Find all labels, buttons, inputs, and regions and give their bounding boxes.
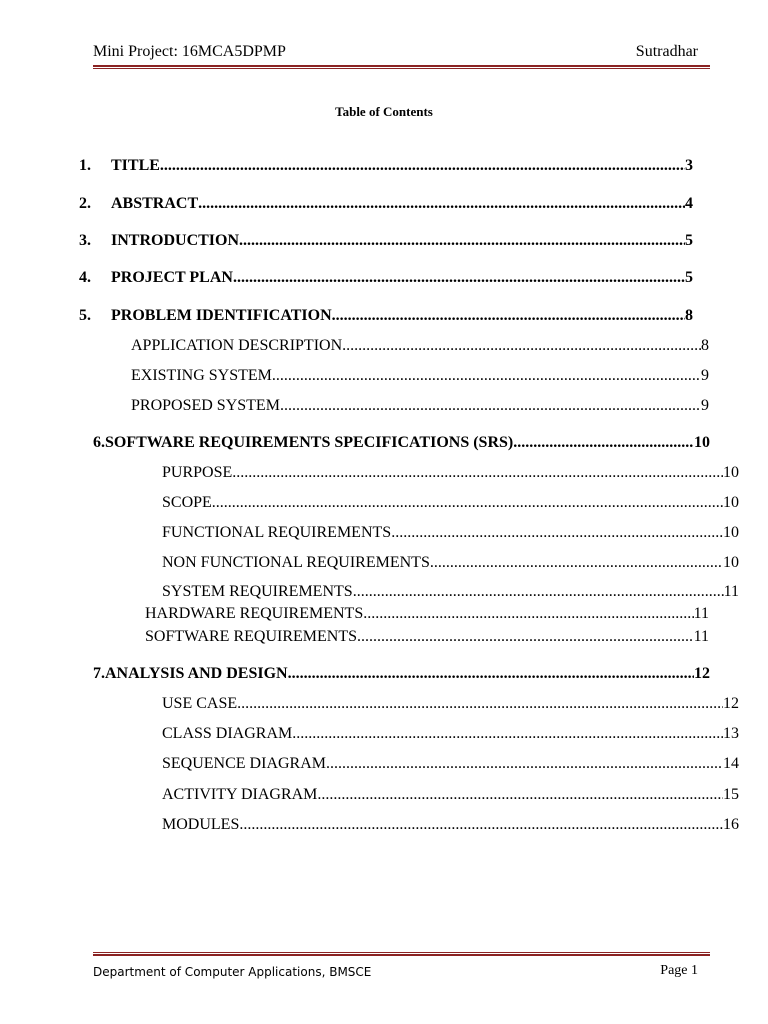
toc-entry-page: 9	[701, 397, 709, 414]
toc-subentry-class-diagram	[162, 725, 739, 747]
toc-entry-page: 4	[685, 195, 693, 212]
toc-entry-label: 6.SOFTWARE REQUIREMENTS SPECIFICATIONS (SRS)	[93, 434, 514, 451]
dot-leader	[237, 695, 723, 713]
dot-leader	[513, 434, 694, 452]
dot-leader	[198, 195, 685, 213]
toc-entry-label: ACTIVITY DIAGRAM	[162, 786, 318, 803]
dot-leader	[233, 269, 685, 287]
dot-leader	[239, 232, 685, 250]
footer-rule	[93, 954, 710, 956]
dot-leader	[342, 337, 701, 355]
toc-entry-page: 12	[723, 695, 739, 712]
toc-entry-number: 5.	[79, 307, 91, 324]
toc-subentry-hardware-requirements	[145, 605, 709, 627]
toc-entry-number: 1.	[79, 157, 91, 174]
toc-entry-project-plan	[79, 269, 693, 291]
toc-entry-label: SEQUENCE DIAGRAM	[162, 755, 326, 772]
dot-leader	[357, 628, 694, 646]
toc-subentry-software-requirements	[145, 628, 709, 650]
dot-leader	[160, 157, 685, 175]
toc-entry-page: 10	[723, 494, 739, 511]
toc-entry-page: 8	[685, 307, 693, 324]
toc-subentry-system-requirements	[162, 583, 739, 605]
toc-entry-label: HARDWARE REQUIREMENTS	[145, 605, 364, 622]
toc-subentry-scope	[162, 494, 739, 516]
dot-leader	[292, 725, 723, 743]
header-author: Sutradhar	[635, 43, 698, 60]
toc-entry-title	[79, 157, 693, 179]
toc-entry-label: TITLE	[111, 157, 160, 174]
toc-entry-page: 3	[685, 157, 693, 174]
toc-entry-number: 4.	[79, 269, 91, 286]
toc-entry-abstract	[79, 195, 693, 217]
toc-entry-label: PROBLEM IDENTIFICATION	[111, 307, 332, 324]
toc-entry-page: 15	[723, 786, 739, 803]
toc-entry-page: 10	[723, 554, 739, 571]
footer-department: Department of Computer Applications, BMSCE	[93, 965, 372, 979]
footer-page-number: Page 1	[660, 963, 698, 978]
dot-leader	[430, 554, 723, 572]
toc-entry-label: ABSTRACT	[111, 195, 199, 212]
toc-entry-page: 11	[693, 628, 709, 645]
toc-entry-page: 9	[701, 367, 709, 384]
toc-entry-page: 12	[694, 665, 710, 682]
footer-rule-thin	[93, 952, 710, 953]
toc-entry-problem-identification	[79, 307, 693, 329]
dot-leader	[212, 494, 723, 512]
dot-leader	[272, 367, 701, 385]
toc-entry-page: 14	[723, 755, 739, 772]
toc-entry-label: NON FUNCTIONAL REQUIREMENTS	[162, 554, 430, 571]
toc-entry-label: SYSTEM REQUIREMENTS	[162, 583, 353, 600]
dot-leader	[326, 755, 723, 773]
toc-entry-label: USE CASE	[162, 695, 238, 712]
toc-entry-page: 10	[723, 464, 739, 481]
toc-subentry-existing-system	[131, 367, 709, 389]
toc-entry-page: 11	[723, 583, 739, 600]
toc-entry-label: CLASS DIAGRAM	[162, 725, 293, 742]
toc-subentry-application-description	[131, 337, 709, 359]
toc-entry-page: 10	[694, 434, 710, 451]
header-rule-thin	[93, 68, 710, 69]
toc-entry-page: 13	[723, 725, 739, 742]
toc-entry-srs	[93, 434, 710, 456]
dot-leader	[353, 583, 724, 601]
toc-subentry-purpose	[162, 464, 739, 486]
toc-subentry-modules	[162, 816, 739, 838]
toc-subentry-proposed-system	[131, 397, 709, 419]
toc-heading: Table of Contents	[335, 104, 433, 119]
toc-entry-label: 7.ANALYSIS AND DESIGN	[93, 665, 288, 682]
toc-entry-page: 5	[685, 269, 693, 286]
toc-entry-introduction	[79, 232, 693, 254]
toc-entry-label: PROJECT PLAN	[111, 269, 233, 286]
toc-entry-label: INTRODUCTION	[111, 232, 240, 249]
dot-leader	[239, 816, 723, 834]
toc-subentry-activity-diagram	[162, 786, 739, 808]
toc-entry-label: FUNCTIONAL REQUIREMENTS	[162, 524, 392, 541]
toc-entry-label: MODULES	[162, 816, 240, 833]
toc-subentry-non-functional-requirements	[162, 554, 739, 576]
toc-entry-page: 8	[701, 337, 709, 354]
toc-entry-label: PROPOSED SYSTEM	[131, 397, 280, 414]
dot-leader	[391, 524, 723, 542]
toc-entry-label: SCOPE	[162, 494, 212, 511]
dot-leader	[232, 464, 723, 482]
toc-subentry-functional-requirements	[162, 524, 739, 546]
toc-subentry-use-case	[162, 695, 739, 717]
toc-subentry-sequence-diagram	[162, 755, 739, 777]
toc-entry-number: 2.	[79, 195, 91, 212]
header-rule	[93, 65, 710, 67]
toc-entry-label: SOFTWARE REQUIREMENTS	[145, 628, 358, 645]
dot-leader	[288, 665, 694, 683]
dot-leader	[317, 786, 723, 804]
toc-entry-page: 5	[685, 232, 693, 249]
toc-entry-label: EXISTING SYSTEM	[131, 367, 272, 384]
toc-entry-label: PURPOSE	[162, 464, 233, 481]
toc-entry-number: 3.	[79, 232, 91, 249]
dot-leader	[363, 605, 693, 623]
toc-entry-analysis-design	[93, 665, 710, 687]
toc-entry-page: 10	[723, 524, 739, 541]
toc-entry-page: 11	[693, 605, 709, 622]
toc-entry-label: APPLICATION DESCRIPTION	[131, 337, 343, 354]
dot-leader	[280, 397, 701, 415]
toc-entry-page: 16	[723, 816, 739, 833]
dot-leader	[332, 307, 685, 325]
header-project-title: Mini Project: 16MCA5DPMP	[93, 43, 286, 60]
